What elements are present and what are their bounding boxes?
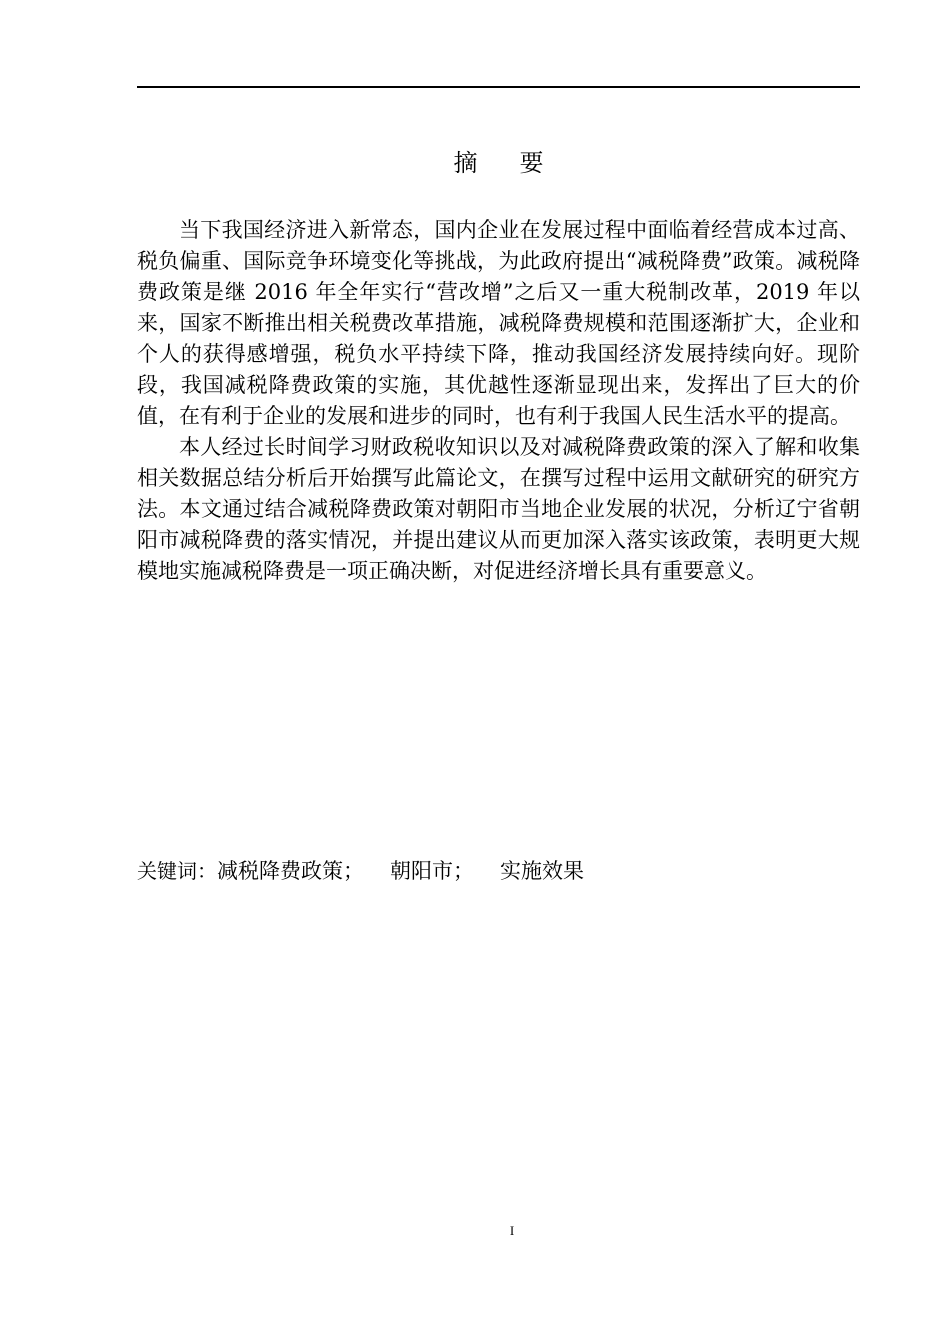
page-title: 摘要	[453, 149, 586, 177]
abstract-body	[137, 215, 860, 587]
header-rule	[137, 86, 860, 88]
keywords-label: 关键词：	[137, 859, 217, 883]
abstract-paragraph-1: 当下我国经济进入新常态，国内企业在发展过程中面临着经营成本过高、税负偏重、国际竞争环境变化等挑战，为此政府提出“减税降费”政策。减税降费政策是继 2016 年全年实行“营改增”之后又一重大税制改革，2019 年以来，国家不断推出相关税费改革措施，减税降费规模和范围逐渐扩大，企业和个人的获得感增强，税负水平持续下降，推动我国经济发展持续向好。现阶段，我国减税降费政策的实施，其优越性逐渐显现出来，发挥出了巨大的价值，在有利于企业的发展和进步的同时，也有利于我国人民生活水平的提高。	[137, 218, 860, 428]
keyword-1: 减税降费政策；	[217, 859, 364, 883]
abstract-paragraph-2: 本人经过长时间学习财政税收知识以及对减税降费政策的深入了解和收集相关数据总结分析后开始撰写此篇论文，在撰写过程中运用文献研究的研究方法。本文通过结合减税降费政策对朝阳市当地企业发展的状况，分析辽宁省朝阳市减税降费的落实情况，并提出建议从而更加深入落实该政策，表明更大规模地实施减税降费是一项正确决断，对促进经济增长具有重要意义。	[137, 435, 860, 583]
keyword-2: 朝阳市；	[390, 859, 474, 883]
keywords-line	[137, 856, 860, 887]
keyword-3: 实施效果	[500, 859, 584, 883]
page-number: I	[509, 1223, 515, 1238]
